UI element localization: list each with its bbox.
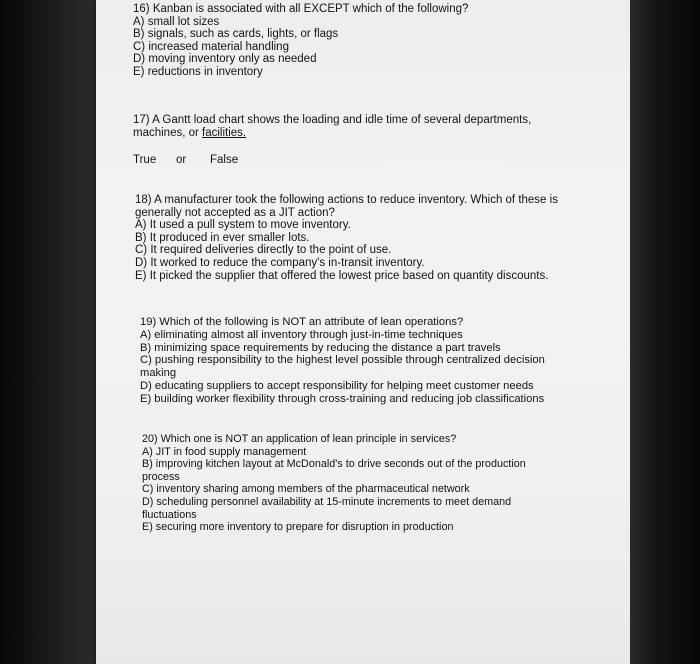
q16-option-c: C) increased material handling [133,40,289,53]
q20-option-c: C) inventory sharing among members of the pharmaceutical network [142,483,470,496]
q18-option-a: A) It used a pull system to move inventory. [135,219,351,232]
q20-option-b-continued: process [142,470,180,483]
question-16-stem: 16) Kanban is associated with all EXCEPT which of the following? [133,3,469,15]
question-17-stem-line2 [133,127,531,140]
q16-option-a: A) small lot sizes [133,15,220,28]
question-17-underlined-word: facilities. [202,127,247,139]
question-17 [133,114,531,140]
q18-option-b: B) It produced in ever smaller lots. [135,231,310,244]
question-18-stem-line2: generally not accepted as a JIT action? [135,206,335,219]
question-17-stem-prefix: machines, or [133,127,203,139]
q19-option-c: C) pushing responsibility to the highest level possible through centralized decision [140,354,545,367]
q18-option-c: C) It required deliveries directly to the point of use. [135,244,392,257]
choice-or: or [176,154,187,166]
question-20-stem: 20) Which one is NOT an application of lean principle in services? [142,433,457,445]
choice-false: False [210,154,239,166]
q19-option-a: A) eliminating almost all inventory through just-in-time techniques [140,328,463,341]
q20-option-d: D) scheduling personnel availability at 15-minute increments to meet demand [142,495,512,508]
q18-option-e: E) It picked the supplier that offered the lowest price based on quantity discounts. [135,269,549,282]
dark-background-left [0,0,96,664]
q20-option-d-continued: fluctuations [142,508,197,521]
q20-option-e: E) securing more inventory to prepare for disruption in production [142,521,454,534]
question-19-stem: 19) Which of the following is NOT an attribute of lean operations? [140,316,464,328]
question-18 [135,194,558,282]
question-18-stem-line1: 18) A manufacturer took the following actions to reduce inventory. Which of these is [135,194,558,206]
q18-option-d: D) It worked to reduce the company's in-transit inventory. [135,256,425,269]
question-17-stem-line1: 17) A Gantt load chart shows the loading and idle time of several departments, [133,114,532,126]
dark-background-right [630,0,700,664]
q19-option-d: D) educating suppliers to accept responsibility for helping meet customer needs [140,379,534,392]
q16-option-b: B) signals, such as cards, lights, or flags [133,28,339,41]
q19-option-b: B) minimizing space requirements by reducing the distance a part travels [140,341,501,354]
q16-option-e: E) reductions in inventory [133,65,263,78]
q19-option-c-continued: making [140,367,177,380]
question-20 [142,433,526,534]
q20-option-b: B) improving kitchen layout at McDonald's to drive seconds out of the production [142,458,526,471]
choice-true: True [133,154,157,166]
question-19 [140,316,545,406]
q16-option-d: D) moving inventory only as needed [133,53,317,66]
question-16 [133,3,468,79]
q20-option-a: A) JIT in food supply management [142,445,307,458]
q19-option-e: E) building worker flexibility through cross-training and reducing job classifications [140,392,545,405]
